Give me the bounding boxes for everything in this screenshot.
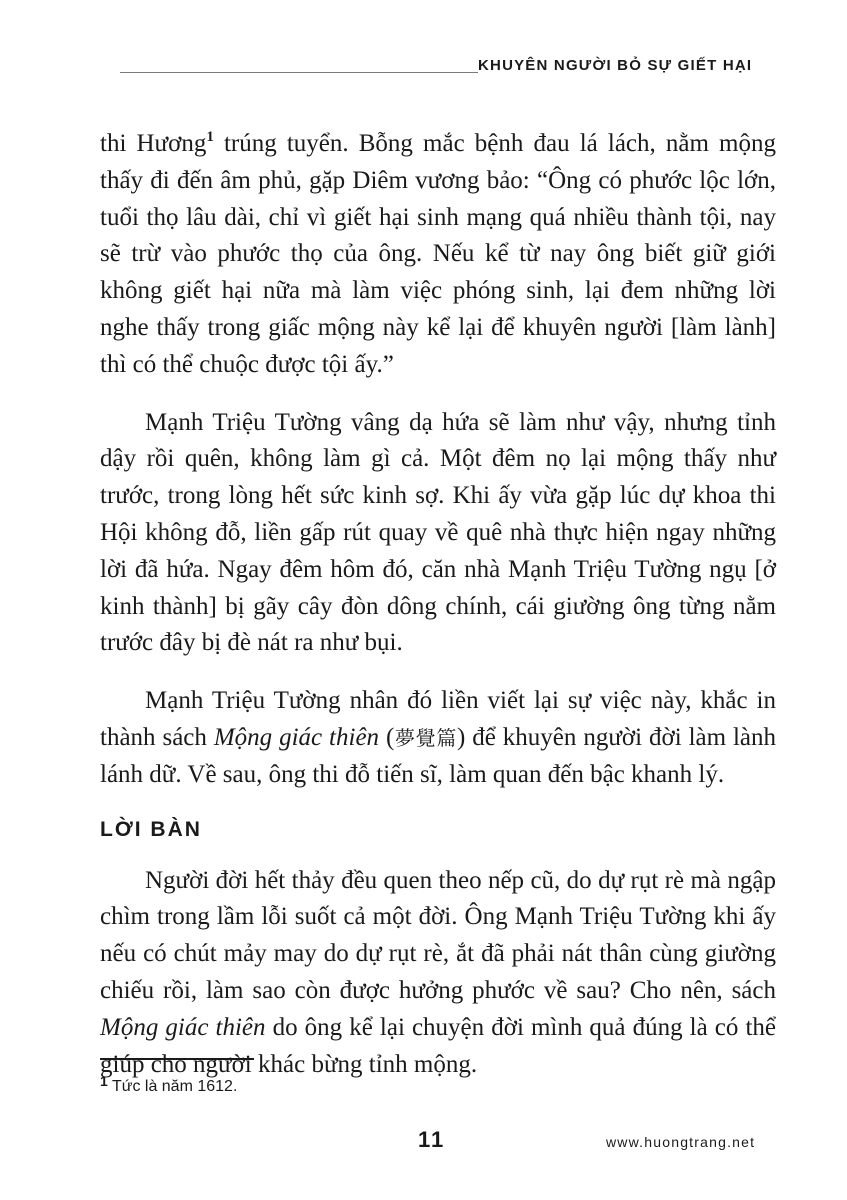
paragraph-1 — [100, 126, 776, 384]
footnote-marker: 1 — [100, 1073, 108, 1089]
paragraph-1-rest: trúng tuyển. Bỗng mắc bệnh đau lá lách, nằm mộng thấy đi đến âm phủ, gặp Diêm vương bảo: “Ông có phước lộc lớn, tuổi thọ lâu dài, chỉ vì giết hại sinh mạng quá nhiều thành tội, nay sẽ trừ vào phước thọ của ông. Nếu kể từ nay ông biết giữ giới không giết hại nữa mà làm việc phóng sinh, lại đem những lời nghe thấy trong giấc mộng này kể lại để khuyên người [làm lành] thì có thể chuộc được tội ấy.” — [100, 130, 776, 378]
body-text — [100, 126, 776, 1104]
paragraph-4-rest: do ông kể lại chuyện đời mình quả đúng là có thể giúp cho người khác bừng tỉnh mộng. — [100, 1013, 776, 1078]
paren-open: ( — [379, 723, 395, 751]
paragraph-1-start: thi Hương — [100, 130, 207, 157]
page-number: 11 — [418, 1127, 446, 1152]
paren-close: ) — [457, 723, 466, 751]
website-link[interactable]: www.huongtrang.net — [606, 1134, 756, 1150]
footnote — [100, 1073, 237, 1096]
header-rule — [120, 72, 478, 73]
paragraph-3 — [100, 683, 776, 793]
running-header: KHUYÊN NGƯỜI BỎ SỰ GIẾT HẠI — [478, 57, 753, 74]
paragraph-3-rest: để khuyên người đời làm lành lánh dữ. Về sau, ông thi đỗ tiến sĩ, làm quan đến bậc khanh lý. — [100, 723, 777, 788]
book-title: Mộng giác thiên — [100, 1013, 266, 1041]
chinese-title: 夢覺篇 — [394, 725, 458, 750]
book-title: Mộng giác thiên — [213, 723, 380, 751]
paragraph-2: Mạnh Triệu Tường vâng dạ hứa sẽ làm như vậy, nhưng tỉnh dậy rồi quên, không làm gì cả. Một đêm nọ lại mộng thấy như trước, trong lòng hết sức kinh sợ. Khi ấy vừa gặp lúc dự khoa thi Hội không đỗ, liền gấp rút quay về quê nhà thực hiện ngay những lời đã hứa. Ngay đêm hôm đó, căn nhà Mạnh Triệu Tường ngụ [ở kinh thành] bị gãy cây đòn dông chính, cái giường ông từng nằm trước đây bị đè nát ra như bụi. — [100, 408, 776, 657]
footnote-text: Tức là năm 1612. — [107, 1078, 238, 1095]
paragraph-4 — [100, 863, 776, 1084]
paragraph-4-start: Người đời hết thảy đều quen theo nếp cũ, do dự rụt rè mà ngập chìm trong lầm lỗi suốt cả một đời. Ông Mạnh Triệu Tường khi ấy nếu có chút mảy may do dự rụt rè, ắt đã phải nát thân cùng giường chiếu rồi, làm sao còn được hưởng phước về sau? Cho nên, sách — [100, 866, 776, 1004]
paragraph-3-start: Mạnh Triệu Tường nhân đó liền viết lại sự việc này, khắc in thành sách — [100, 687, 776, 751]
section-heading: LỜI BÀN — [100, 817, 202, 841]
footnote-rule — [100, 1058, 254, 1060]
footnote-reference[interactable]: 1 — [206, 129, 214, 145]
